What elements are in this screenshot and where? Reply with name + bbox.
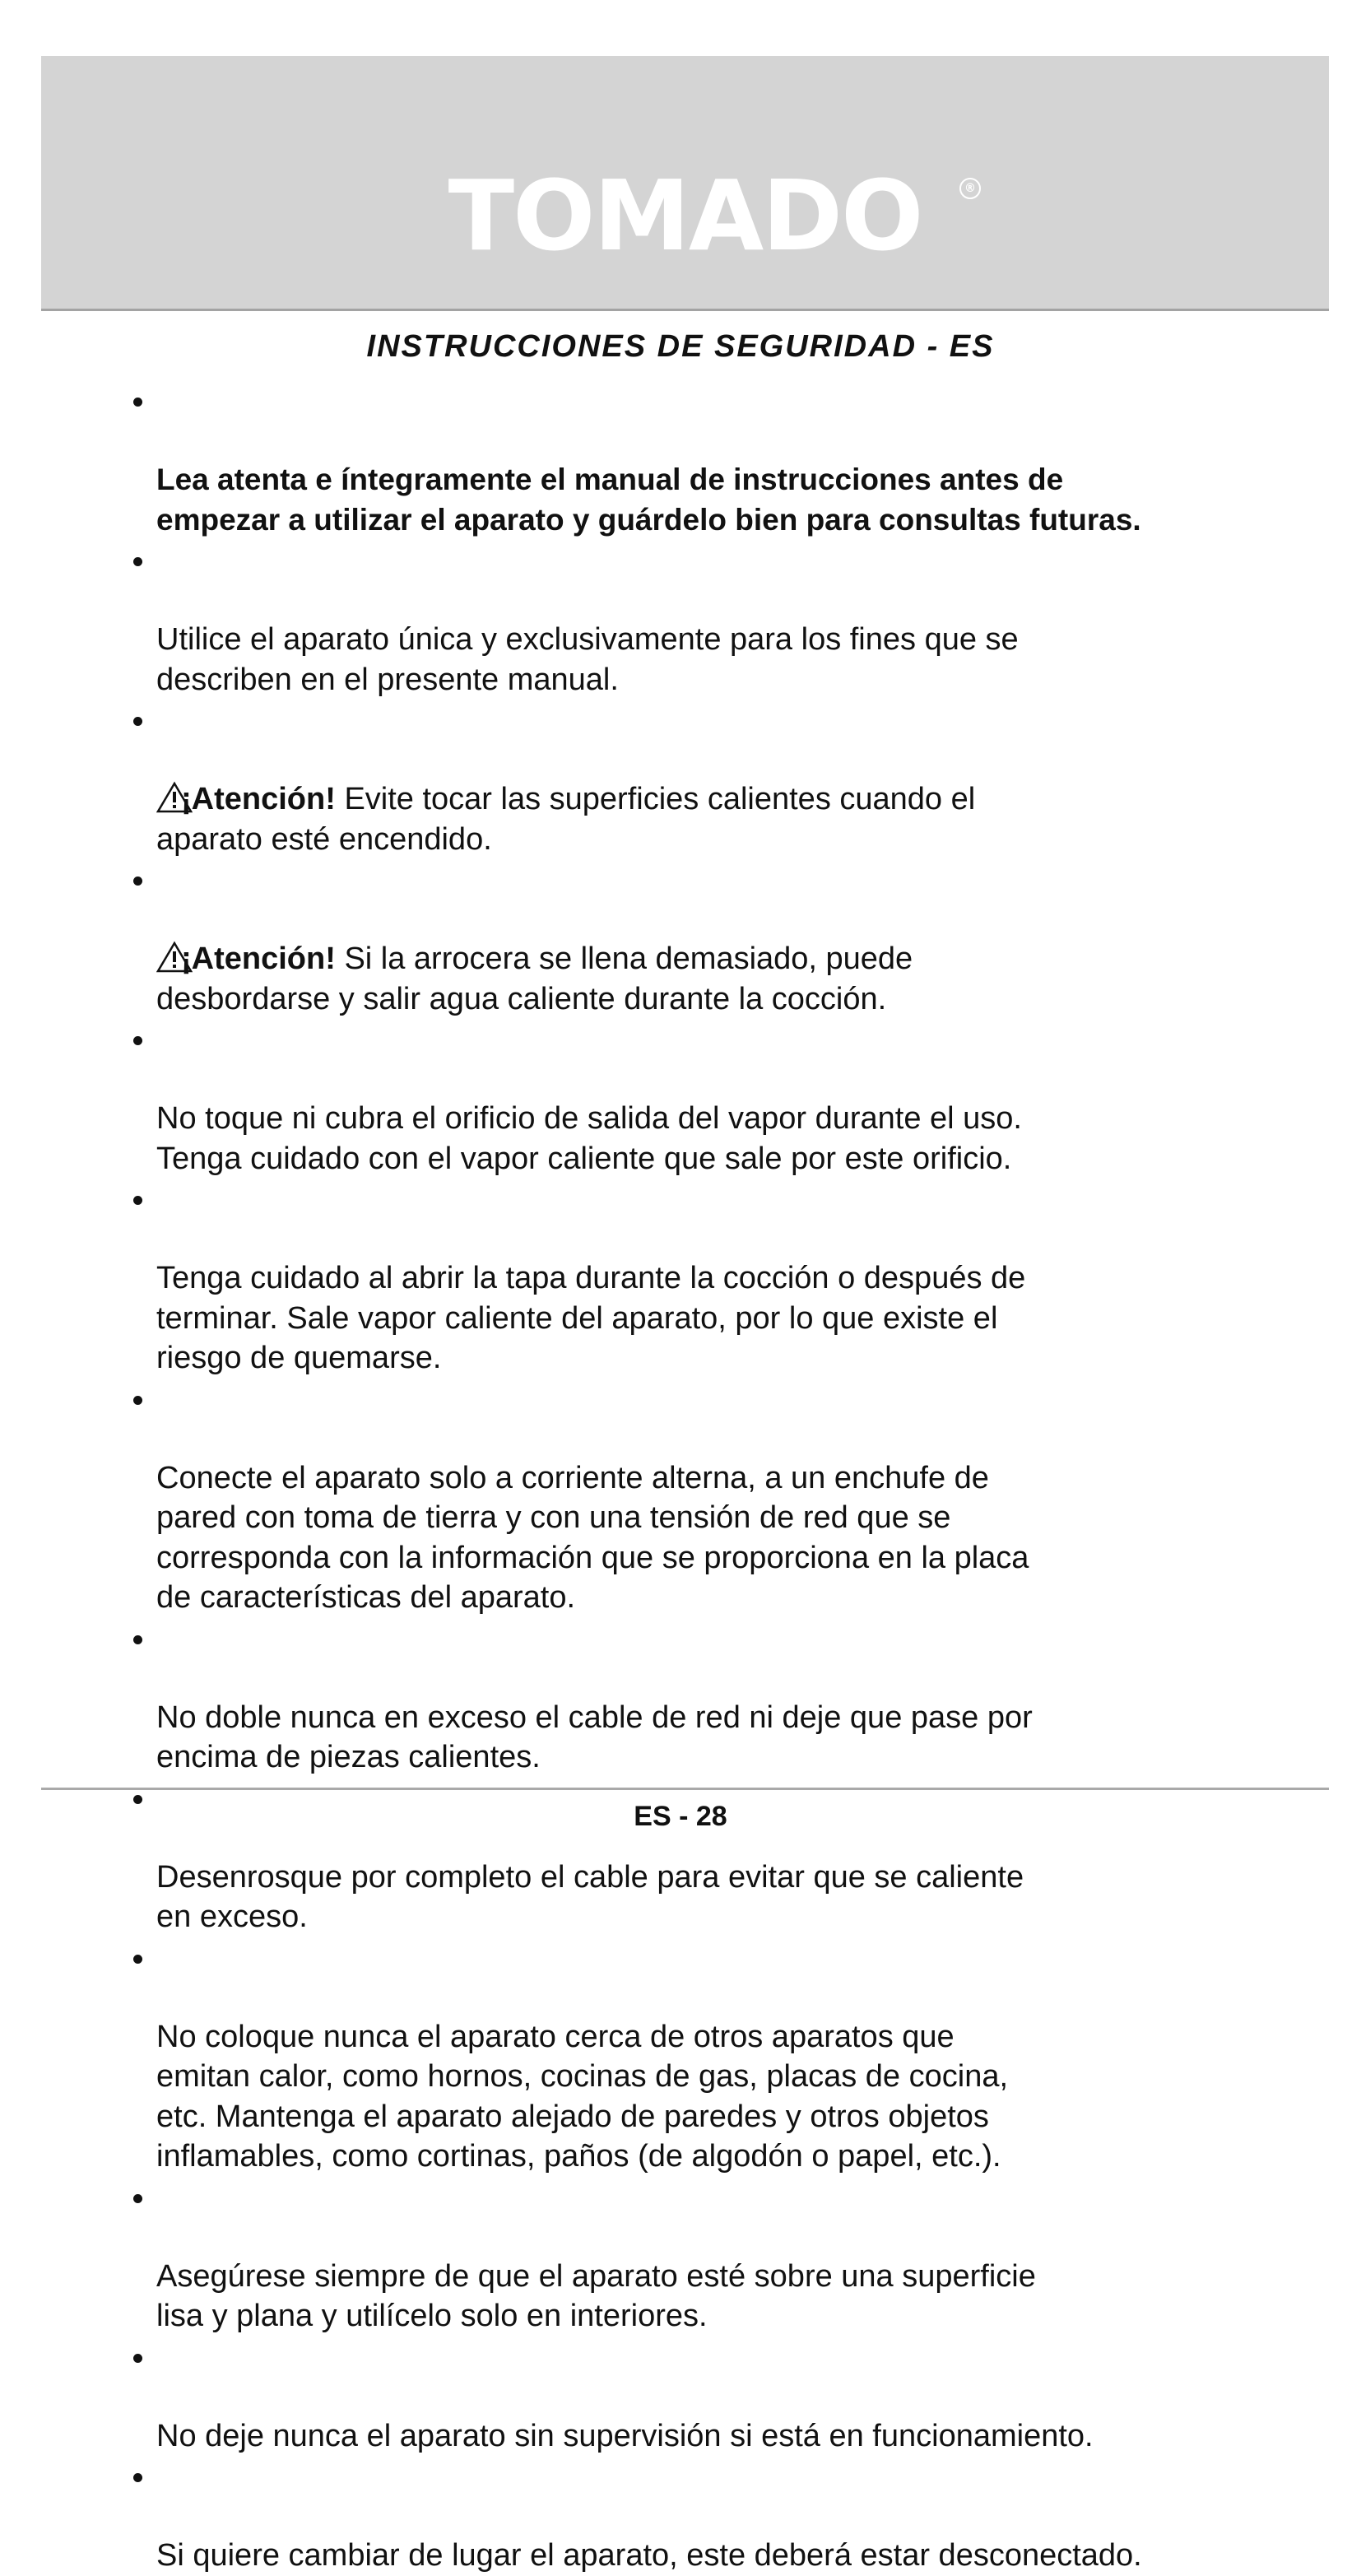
list-item (132, 700, 1267, 859)
item-text: Tenga cuidado al abrir la tapa durante la cocción o después de terminar. Sale vapor caliente del aparato, por lo que existe el riesgo de quemarse. (156, 1261, 1026, 1375)
item-text: Lea atenta e íntegramente el manual de instrucciones antes de empezar a utilizar el aparato y guárdelo bien para consultas futuras. (156, 463, 1141, 537)
bullet-icon (133, 557, 142, 566)
list-item (132, 1179, 1267, 1379)
list-item (132, 2177, 1267, 2337)
list-item (132, 2337, 1267, 2457)
item-text: No coloque nunca el aparato cerca de otros aparatos que emitan calor, como hornos, cocinas de gas, placas de cocina, etc. Mantenga el aparato alejado de paredes y otros objetos inflamables, como cortinas, paños (de algodón o papel, etc.). (156, 2019, 1009, 2174)
item-text: Utilice el aparato única y exclusivamente para los fines que se describen en el presente manual. (156, 622, 1019, 697)
list-item (132, 1618, 1267, 1778)
warning-label: ¡Atención! (181, 942, 336, 976)
item-text: Si quiere cambiar de lugar el aparato, este deberá estar desconectado. (156, 2538, 1142, 2573)
section-title: INSTRUCCIONES DE SEGURIDAD - ES (366, 329, 995, 364)
bullet-icon (133, 1196, 142, 1205)
list-item (132, 2456, 1267, 2576)
bullet-icon (133, 398, 142, 407)
brand-logo: TOMADO (448, 159, 922, 272)
list-item (132, 1937, 1267, 2177)
bullet-icon (133, 1036, 142, 1045)
registered-mark: ® (959, 178, 981, 199)
bullet-icon (133, 876, 142, 886)
footer-divider (41, 1788, 1329, 1790)
item-text: Si la arrocera se llena demasiado, puede desbordarse y salir agua caliente durante la cocción. (156, 942, 913, 1016)
item-text: Conecte el aparato solo a corriente alterna, a un enchufe de pared con toma de tierra y con una tensión de red que se corresponda con la información que se proporciona en la placa de características del aparato. (156, 1460, 1029, 1615)
bullet-icon (133, 1635, 142, 1644)
list-item (132, 1019, 1267, 1179)
list-item (132, 380, 1267, 540)
bullet-icon (133, 2194, 142, 2203)
list-item (132, 859, 1267, 1019)
header-band (41, 56, 1329, 311)
safety-instructions-list (132, 380, 1267, 2576)
list-item (132, 1379, 1267, 1618)
item-text: Desenrosque por completo el cable para evitar que se caliente en exceso. (156, 1859, 1024, 1934)
bullet-icon (133, 2473, 142, 2482)
page-number: ES - 28 (634, 1801, 727, 1832)
bullet-icon (133, 2354, 142, 2363)
bullet-icon (133, 1396, 142, 1405)
bullet-icon (133, 717, 142, 726)
item-text: Evite tocar las superficies calientes cuando el aparato esté encendido. (156, 782, 976, 857)
warning-label: ¡Atención! (181, 782, 336, 816)
item-text: Asegúrese siempre de que el aparato esté sobre una superficie lisa y plana y utilícelo solo en interiores. (156, 2258, 1036, 2333)
list-item (132, 540, 1267, 700)
item-text: No toque ni cubra el orificio de salida del vapor durante el uso. Tenga cuidado con el vapor caliente que sale por este orificio. (156, 1101, 1022, 1176)
item-text: No deje nunca el aparato sin supervisión si está en funcionamiento. (156, 2418, 1094, 2453)
item-text: No doble nunca en exceso el cable de red ni deje que pase por encima de piezas calientes. (156, 1700, 1033, 1774)
bullet-icon (133, 1955, 142, 1964)
